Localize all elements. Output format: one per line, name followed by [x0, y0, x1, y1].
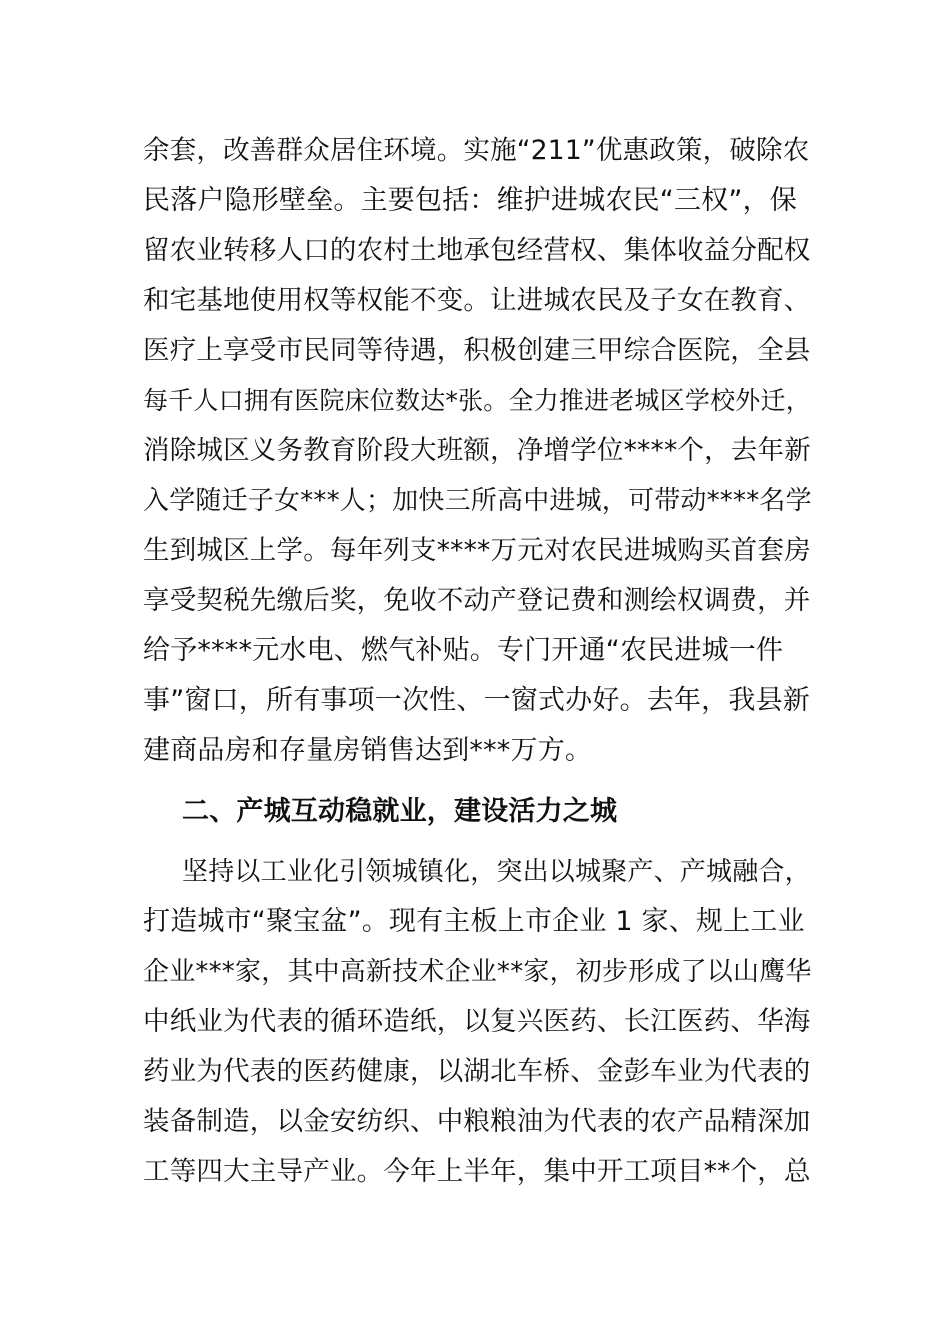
paragraph-1-line-3: 留农业转移人口的农村土地承包经营权、集体收益分配权	[143, 235, 811, 266]
paragraph-1-line-13: 建商品房和存量房销售达到***万方。	[143, 735, 593, 766]
section-heading: 二、产城互动稳就业，建设活力之城	[182, 796, 618, 827]
paragraph-1-line-6: 每千人口拥有医院床位数达*张。全力推进老城区学校外迁，	[143, 386, 811, 415]
paragraph-1-line-12: 事”窗口，所有事项一次性、一窗式办好。去年，我县新	[143, 685, 810, 716]
paragraph-2-line-6: 装备制造，以金安纺织、中粮粮油为代表的农产品精深加	[143, 1106, 811, 1137]
paragraph-1-line-8: 入学随迁子女***人；加快三所高中进城，可带动****名学	[143, 486, 812, 516]
paragraph-2-line-2: 打造城市“聚宝盆”。现有主板上市企业 1 家、规上工业	[143, 906, 805, 937]
paragraph-2-line-5: 药业为代表的医药健康，以湖北车桥、金彭车业为代表的	[143, 1056, 811, 1087]
paragraph-1-line-7: 消除城区义务教育阶段大班额，净增学位****个，去年新	[143, 435, 811, 466]
paragraph-1-line-5: 医疗上享受市民同等待遇，积极创建三甲综合医院，全县	[143, 335, 811, 366]
paragraph-1-line-4: 和宅基地使用权等权能不变。让进城农民及子女在教育、	[143, 285, 811, 316]
paragraph-1-line-10: 享受契税先缴后奖，免收不动产登记费和测绘权调费，并	[143, 585, 811, 616]
paragraph-2-line-3: 企业***家，其中高新技术企业**家，初步形成了以山鹰华	[143, 957, 812, 987]
paragraph-2-line-1: 坚持以工业化引领城镇化，突出以城聚产、产城融合，	[182, 857, 811, 887]
paragraph-1-line-11: 给予****元水电、燃气补贴。专门开通“农民进城一件	[143, 635, 784, 666]
paragraph-2-line-7: 工等四大主导产业。今年上半年，集中开工项目**个，总	[143, 1156, 811, 1187]
paragraph-1-line-9: 生到城区上学。每年列支****万元对农民进城购买首套房	[143, 535, 811, 566]
paragraph-2-line-4: 中纸业为代表的循环造纸，以复兴医药、长江医药、华海	[143, 1006, 811, 1037]
paragraph-1-line-1: 余套，改善群众居住环境。实施“211”优惠政策，破除农	[143, 135, 810, 166]
paragraph-1-line-2: 民落户隐形壁垒。主要包括：维护进城农民“三权”，保	[143, 185, 797, 216]
